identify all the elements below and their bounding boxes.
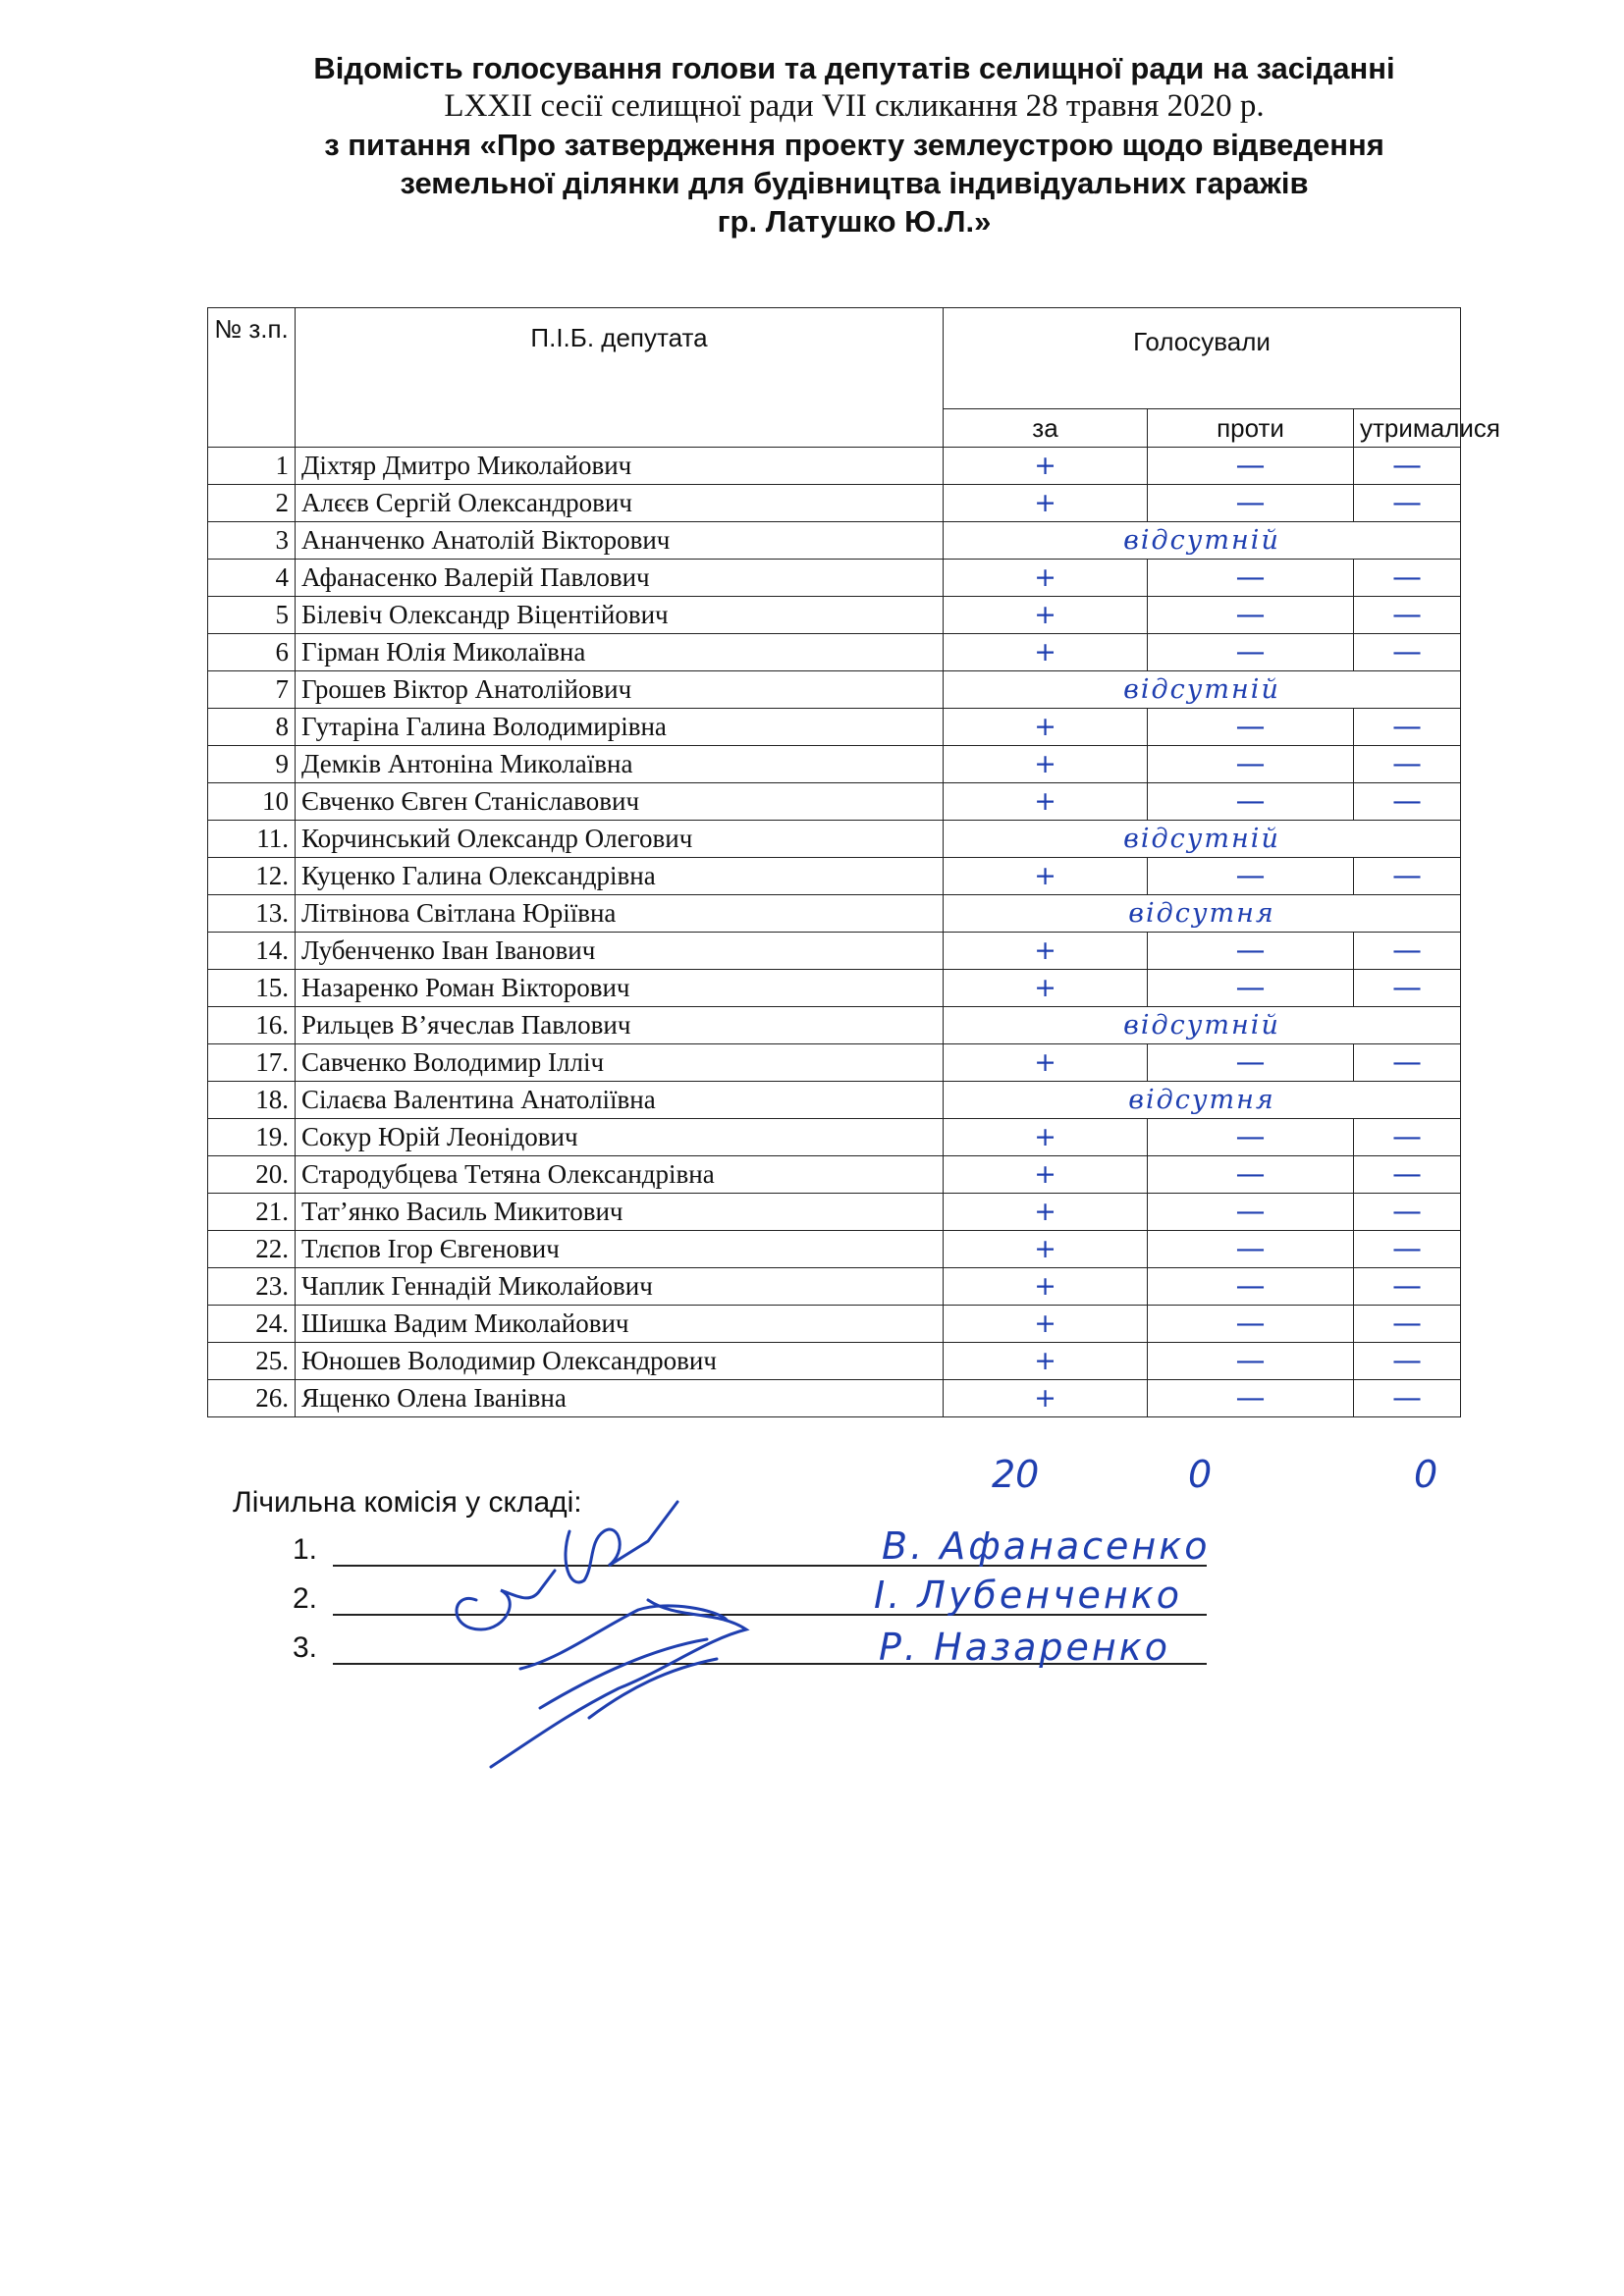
vote-abstained: — — [1354, 560, 1461, 597]
row-number: 13. — [208, 895, 296, 933]
row-number: 8 — [208, 709, 296, 746]
title-line-2: LXXII сесії селищної ради VII скликання 28 травня 2020 р. — [444, 88, 1265, 124]
deputy-name: Тат’янко Василь Микитович — [296, 1194, 944, 1231]
absent-mark: відсутній — [944, 1007, 1461, 1044]
header-for: за — [944, 409, 1148, 448]
vote-against: — — [1148, 1231, 1354, 1268]
committee-label: Лічильна комісія у складі: — [233, 1486, 582, 1519]
header-against: проти — [1148, 409, 1354, 448]
table-row — [208, 560, 1461, 597]
vote-against: — — [1148, 448, 1354, 485]
table-row — [208, 634, 1461, 671]
vote-for: + — [944, 783, 1148, 821]
row-number: 5 — [208, 597, 296, 634]
deputy-name: Гутаріна Галина Володимирівна — [296, 709, 944, 746]
row-number: 20. — [208, 1156, 296, 1194]
vote-for: + — [944, 485, 1148, 522]
vote-against: — — [1148, 634, 1354, 671]
row-number: 6 — [208, 634, 296, 671]
table-row — [208, 783, 1461, 821]
vote-abstained: — — [1354, 1268, 1461, 1306]
table-row — [208, 448, 1461, 485]
document-title — [206, 49, 1502, 240]
table-row — [208, 1343, 1461, 1380]
row-number: 17. — [208, 1044, 296, 1082]
vote-abstained: — — [1354, 1306, 1461, 1343]
total-against: 0 — [1188, 1453, 1213, 1496]
table-row — [208, 933, 1461, 970]
vote-abstained: — — [1354, 485, 1461, 522]
deputy-name: Стародубцева Тетяна Олександрівна — [296, 1156, 944, 1194]
vote-for: + — [944, 1119, 1148, 1156]
vote-for: + — [944, 560, 1148, 597]
table-row — [208, 1268, 1461, 1306]
vote-for: + — [944, 597, 1148, 634]
vote-abstained: — — [1354, 1343, 1461, 1380]
row-number: 10 — [208, 783, 296, 821]
deputy-name: Куценко Галина Олександрівна — [296, 858, 944, 895]
vote-abstained: — — [1354, 783, 1461, 821]
title-line-4: земельної ділянки для будівництва індивідуальних гаражів — [400, 166, 1309, 200]
table-row — [208, 1231, 1461, 1268]
row-number: 14. — [208, 933, 296, 970]
vote-for: + — [944, 448, 1148, 485]
vote-abstained: — — [1354, 970, 1461, 1007]
row-number: 12. — [208, 858, 296, 895]
vote-against: — — [1148, 709, 1354, 746]
title-line-3: з питання «Про затвердження проекту землеустрою щодо відведення — [324, 128, 1384, 162]
deputy-name: Рильцев В’ячеслав Павлович — [296, 1007, 944, 1044]
vote-abstained: — — [1354, 1119, 1461, 1156]
table-row — [208, 485, 1461, 522]
vote-abstained: — — [1354, 709, 1461, 746]
row-number: 2 — [208, 485, 296, 522]
deputy-name: Білевіч Олександр Віцентійович — [296, 597, 944, 634]
row-number: 9 — [208, 746, 296, 783]
header-voted: Голосували — [944, 308, 1461, 409]
row-number: 22. — [208, 1231, 296, 1268]
row-number: 21. — [208, 1194, 296, 1231]
vote-for: + — [944, 1380, 1148, 1417]
signature-number: 3. — [292, 1631, 317, 1664]
title-line-1: Відомість голосування голови та депутатів селищної ради на засіданні — [313, 51, 1395, 85]
table-row — [208, 597, 1461, 634]
vote-for: + — [944, 1194, 1148, 1231]
table-row — [208, 1194, 1461, 1231]
deputy-name: Савченко Володимир Ілліч — [296, 1044, 944, 1082]
deputy-name: Шишка Вадим Миколайович — [296, 1306, 944, 1343]
vote-against: — — [1148, 485, 1354, 522]
row-number: 26. — [208, 1380, 296, 1417]
table-row — [208, 709, 1461, 746]
row-number: 25. — [208, 1343, 296, 1380]
vote-against: — — [1148, 597, 1354, 634]
signature-number: 1. — [292, 1533, 317, 1566]
deputy-name: Ященко Олена Іванівна — [296, 1380, 944, 1417]
vote-abstained: — — [1354, 448, 1461, 485]
row-number: 18. — [208, 1082, 296, 1119]
table-row — [208, 746, 1461, 783]
absent-mark: відсутній — [944, 671, 1461, 709]
row-number: 1 — [208, 448, 296, 485]
vote-against: — — [1148, 783, 1354, 821]
vote-for: + — [944, 1306, 1148, 1343]
voting-table — [207, 307, 1500, 1417]
absent-mark: відсутня — [944, 1082, 1461, 1119]
vote-against: — — [1148, 1343, 1354, 1380]
row-number: 3 — [208, 522, 296, 560]
header-number: № з.п. — [208, 308, 296, 448]
deputy-name: Сокур Юрій Леонідович — [296, 1119, 944, 1156]
table-row — [208, 970, 1461, 1007]
table-row — [208, 1119, 1461, 1156]
table-row — [208, 1082, 1461, 1119]
table-body — [208, 448, 1461, 1417]
vote-abstained: — — [1354, 858, 1461, 895]
row-number: 11. — [208, 821, 296, 858]
header-abstained: утрималися — [1354, 409, 1461, 448]
table-row — [208, 895, 1461, 933]
vote-against: — — [1148, 1194, 1354, 1231]
vote-abstained: — — [1354, 933, 1461, 970]
vote-against: — — [1148, 560, 1354, 597]
deputy-name: Грошев Віктор Анатолійович — [296, 671, 944, 709]
vote-against: — — [1148, 1156, 1354, 1194]
vote-abstained: — — [1354, 634, 1461, 671]
deputy-name: Діхтяр Дмитро Миколайович — [296, 448, 944, 485]
deputy-name: Чаплик Геннадій Миколайович — [296, 1268, 944, 1306]
deputy-name: Тлєпов Ігор Євгенович — [296, 1231, 944, 1268]
vote-abstained: — — [1354, 1231, 1461, 1268]
deputy-name: Корчинський Олександр Олегович — [296, 821, 944, 858]
table-row — [208, 821, 1461, 858]
vote-abstained: — — [1354, 1380, 1461, 1417]
signature-number: 2. — [292, 1582, 317, 1615]
table-row — [208, 1007, 1461, 1044]
absent-mark: відсутній — [944, 821, 1461, 858]
vote-abstained: — — [1354, 1156, 1461, 1194]
row-number: 7 — [208, 671, 296, 709]
vote-abstained: — — [1354, 597, 1461, 634]
row-number: 16. — [208, 1007, 296, 1044]
deputy-name: Ананченко Анатолій Вікторович — [296, 522, 944, 560]
absent-mark: відсутня — [944, 895, 1461, 933]
vote-against: — — [1148, 1380, 1354, 1417]
vote-against: — — [1148, 858, 1354, 895]
vote-abstained: — — [1354, 1194, 1461, 1231]
row-number: 15. — [208, 970, 296, 1007]
table-row — [208, 1156, 1461, 1194]
vote-against: — — [1148, 970, 1354, 1007]
signed-name-3: Р. Назаренко — [879, 1626, 1170, 1669]
signed-name-1: В. Афанасенко — [882, 1524, 1211, 1568]
table-row — [208, 671, 1461, 709]
header-name: П.І.Б. депутата — [296, 308, 944, 448]
absent-mark: відсутній — [944, 522, 1461, 560]
vote-for: + — [944, 858, 1148, 895]
vote-for: + — [944, 1156, 1148, 1194]
table-row — [208, 858, 1461, 895]
deputy-name: Демків Антоніна Миколаївна — [296, 746, 944, 783]
total-abstained: 0 — [1414, 1453, 1438, 1496]
total-for: 20 — [992, 1453, 1040, 1496]
vote-for: + — [944, 933, 1148, 970]
vote-against: — — [1148, 1044, 1354, 1082]
deputy-name: Алєєв Сергій Олександрович — [296, 485, 944, 522]
row-number: 24. — [208, 1306, 296, 1343]
deputy-name: Назаренко Роман Вікторович — [296, 970, 944, 1007]
row-number: 19. — [208, 1119, 296, 1156]
vote-for: + — [944, 709, 1148, 746]
table-row — [208, 522, 1461, 560]
vote-against: — — [1148, 746, 1354, 783]
vote-for: + — [944, 634, 1148, 671]
vote-abstained: — — [1354, 1044, 1461, 1082]
vote-for: + — [944, 1044, 1148, 1082]
table-row — [208, 1380, 1461, 1417]
row-number: 4 — [208, 560, 296, 597]
handwritten-signatures — [422, 1472, 913, 1806]
vote-for: + — [944, 970, 1148, 1007]
vote-abstained: — — [1354, 746, 1461, 783]
vote-for: + — [944, 1343, 1148, 1380]
deputy-name: Літвінова Світлана Юріївна — [296, 895, 944, 933]
deputy-name: Сілаєва Валентина Анатоліївна — [296, 1082, 944, 1119]
deputy-name: Лубенченко Іван Іванович — [296, 933, 944, 970]
vote-against: — — [1148, 1268, 1354, 1306]
title-line-5: гр. Латушко Ю.Л.» — [717, 204, 992, 239]
vote-against: — — [1148, 1119, 1354, 1156]
deputy-name: Євченко Євген Станіславович — [296, 783, 944, 821]
deputy-name: Юношев Володимир Олександрович — [296, 1343, 944, 1380]
deputy-name: Афанасенко Валерій Павлович — [296, 560, 944, 597]
vote-against: — — [1148, 933, 1354, 970]
vote-for: + — [944, 1268, 1148, 1306]
deputy-name: Гірман Юлія Миколаївна — [296, 634, 944, 671]
vote-against: — — [1148, 1306, 1354, 1343]
vote-for: + — [944, 746, 1148, 783]
row-number: 23. — [208, 1268, 296, 1306]
vote-for: + — [944, 1231, 1148, 1268]
table-row — [208, 1044, 1461, 1082]
signed-name-2: І. Лубенченко — [874, 1574, 1182, 1617]
table-row — [208, 1306, 1461, 1343]
